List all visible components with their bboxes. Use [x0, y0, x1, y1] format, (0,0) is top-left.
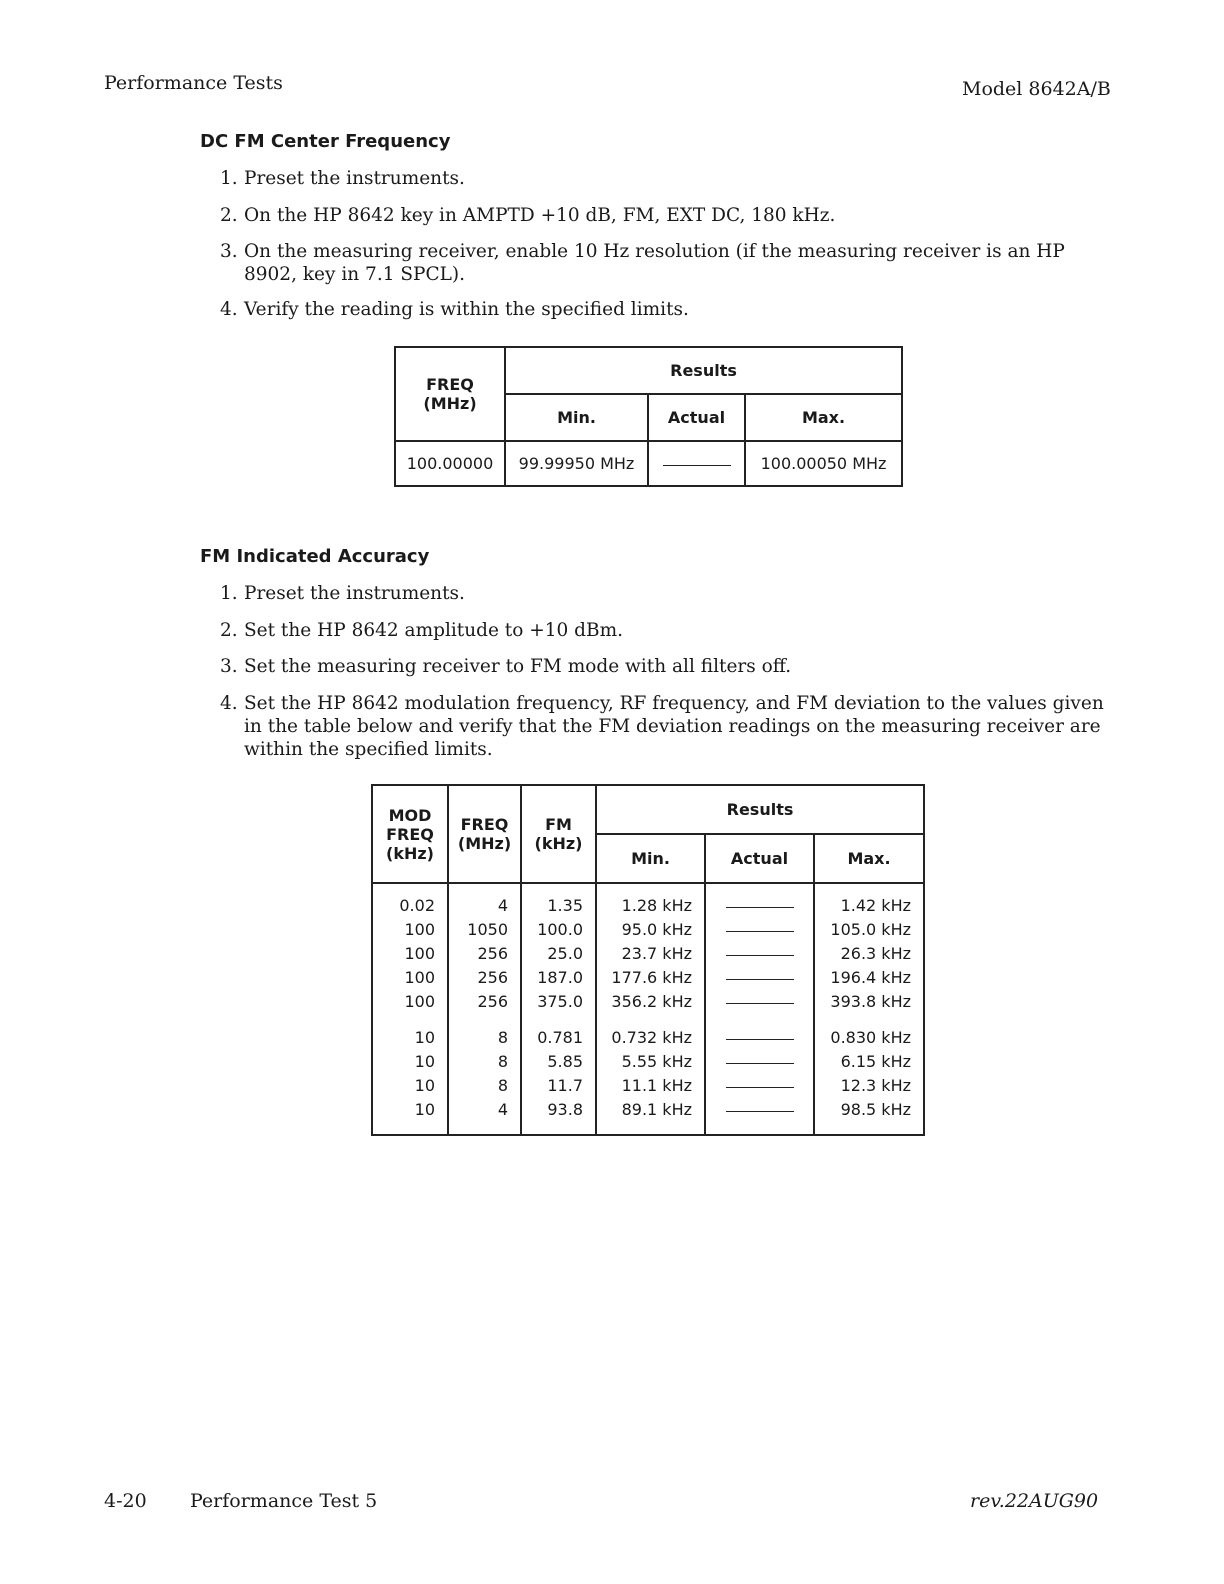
step-number: 2.: [220, 205, 238, 226]
step-number: 3.: [220, 241, 238, 262]
fm-accuracy-table: [371, 784, 925, 1136]
revision-label: rev.22AUG90: [970, 1490, 1099, 1512]
step-text: Set the HP 8642 amplitude to +10 dBm.: [244, 620, 624, 641]
min-cell: 99.99950 MHz: [505, 441, 648, 486]
step-number: 2.: [220, 620, 238, 641]
section-title-fm-accuracy: FM Indicated Accuracy: [200, 546, 430, 567]
step-number: 1.: [220, 583, 238, 604]
max-cell: 100.00050 MHz: [745, 441, 902, 486]
blank-line: [726, 1062, 794, 1064]
step-text: Preset the instruments.: [244, 168, 465, 189]
mod-freq-column: 0.02 100 100 100 100: [372, 883, 448, 1022]
results-header: Results: [505, 347, 902, 394]
freq-column: 4 1050 256 256 256: [448, 883, 521, 1022]
dc-fm-step-1: [220, 167, 1110, 190]
blank-line: [726, 1002, 794, 1004]
table-row-group-2: [372, 1022, 924, 1135]
fm-acc-step-3: [220, 655, 1110, 678]
section-title-dc-fm: DC FM Center Frequency: [200, 131, 451, 152]
max-header: Max.: [814, 834, 924, 883]
actual-header: Actual: [648, 394, 745, 441]
min-column: 1.28 kHz 95.0 kHz 23.7 kHz 177.6 kHz 356.2 kHz: [596, 883, 705, 1022]
step-number: 1.: [220, 168, 238, 189]
actual-column: [705, 883, 814, 1022]
freq-column: 8 8 8 4: [448, 1022, 521, 1135]
blank-line: [726, 1086, 794, 1088]
freq-header: FREQ (MHz): [395, 347, 505, 441]
blank-line: [726, 978, 794, 980]
mod-freq-header: MOD FREQ (kHz): [372, 785, 448, 883]
step-text: Set the HP 8642 modulation frequency, RF frequency, and FM deviation to the values given in the table below and verify that the FM deviation readings on the measuring receiver are within the specified limits.: [244, 693, 1104, 760]
max-column: 0.830 kHz 6.15 kHz 12.3 kHz 98.5 kHz: [814, 1022, 924, 1135]
step-text: On the HP 8642 key in AMPTD +10 dB, FM, EXT DC, 180 kHz.: [244, 205, 836, 226]
fm-header: FM (kHz): [521, 785, 596, 883]
actual-header: Actual: [705, 834, 814, 883]
blank-line: [726, 906, 794, 908]
step-number: 4.: [220, 693, 238, 714]
fm-column: 1.35 100.0 25.0 187.0 375.0: [521, 883, 596, 1022]
table-row-group-1: [372, 883, 924, 1022]
blank-line: [726, 930, 794, 932]
min-header: Min.: [596, 834, 705, 883]
blank-line: [726, 954, 794, 956]
footer-test-name: Performance Test 5: [190, 1490, 378, 1512]
blank-line: [726, 1038, 794, 1040]
step-text: Verify the reading is within the specified limits.: [244, 299, 689, 320]
dc-fm-step-2: [220, 204, 1110, 227]
dc-fm-step-3: [220, 240, 1110, 286]
fm-acc-step-2: [220, 619, 1110, 642]
step-text: On the measuring receiver, enable 10 Hz resolution (if the measuring receiver is an HP 8902, key in 7.1 SPCL).: [244, 241, 1065, 285]
step-text: Set the measuring receiver to FM mode with all filters off.: [244, 656, 792, 677]
max-column: 1.42 kHz 105.0 kHz 26.3 kHz 196.4 kHz 393.8 kHz: [814, 883, 924, 1022]
fm-acc-step-4: [220, 692, 1110, 761]
freq-header: FREQ (MHz): [448, 785, 521, 883]
fm-acc-step-1: [220, 582, 1110, 605]
step-number: 3.: [220, 656, 238, 677]
dc-fm-step-4: [220, 298, 1110, 321]
min-header: Min.: [505, 394, 648, 441]
min-column: 0.732 kHz 5.55 kHz 11.1 kHz 89.1 kHz: [596, 1022, 705, 1135]
actual-cell: [648, 441, 745, 486]
running-header-left: Performance Tests: [104, 72, 283, 94]
fm-column: 0.781 5.85 11.7 93.8: [521, 1022, 596, 1135]
results-header: Results: [596, 785, 924, 834]
page-number: 4-20: [104, 1490, 147, 1512]
blank-line: [726, 1110, 794, 1112]
freq-cell: 100.00000: [395, 441, 505, 486]
max-header: Max.: [745, 394, 902, 441]
table-row: [395, 441, 902, 486]
step-text: Preset the instruments.: [244, 583, 465, 604]
actual-column: [705, 1022, 814, 1135]
mod-freq-column: 10 10 10 10: [372, 1022, 448, 1135]
blank-line: [663, 464, 731, 466]
step-number: 4.: [220, 299, 238, 320]
running-header-right: Model 8642A/B: [962, 78, 1111, 100]
dc-fm-results-table: [394, 346, 903, 487]
